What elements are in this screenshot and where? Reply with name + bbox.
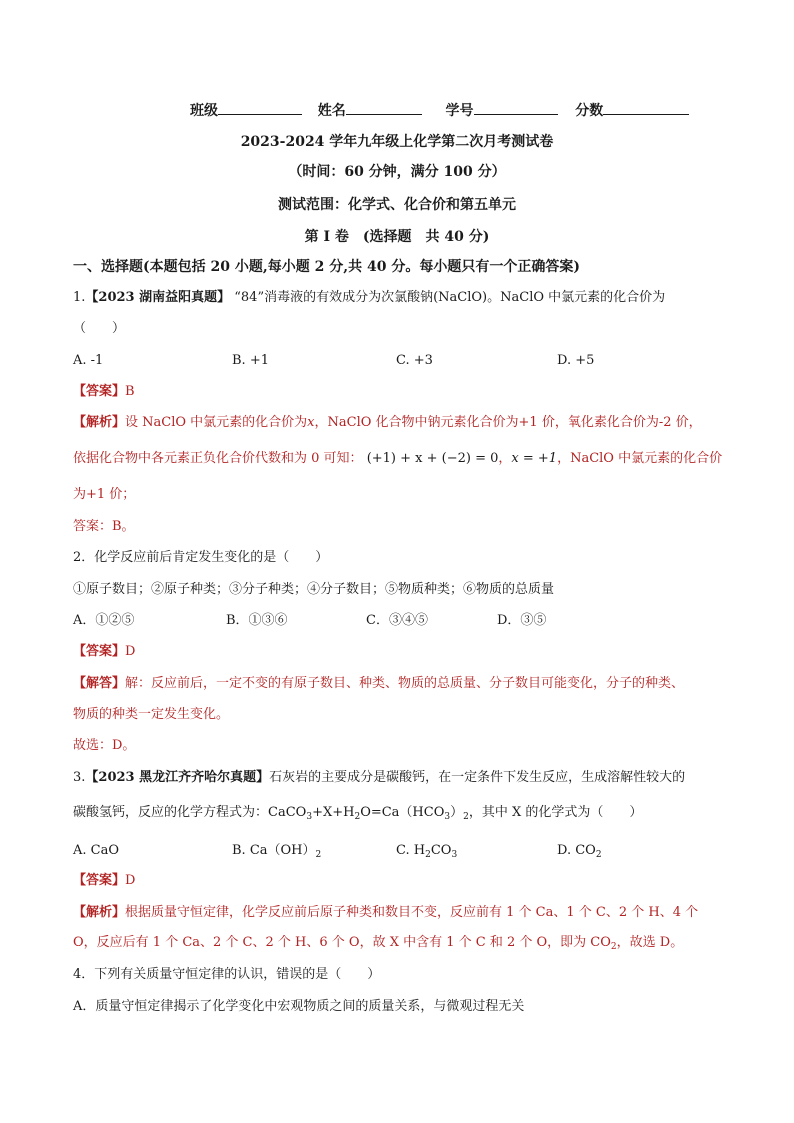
q3-answer <box>73 872 135 890</box>
q3-analysis-line-1 <box>73 904 698 922</box>
answer-value: B <box>125 384 135 399</box>
score-blank <box>603 101 689 115</box>
question-text: 石灰岩的主要成分是碳酸钙，在一定条件下发生反应，生成溶解性较大的 <box>269 770 686 785</box>
q2-option-b: B．①③⑥ <box>226 613 288 628</box>
section-heading: 一、选择题(本题包括 20 小题,每小题 2 分,共 40 分。每小题只有一个正确答案) <box>73 259 580 275</box>
student-id-blank <box>474 101 558 115</box>
exam-scope: 测试范围：化学式、化合价和第五单元 <box>278 197 516 213</box>
question-3-stem-2 <box>73 804 642 822</box>
class-label: 班级 <box>190 103 218 119</box>
analysis-tag: 【解析】 <box>73 905 126 920</box>
question-source: 【2023 湖南益阳真题】 <box>85 290 231 305</box>
analysis-text: 依据化合物中各元素正负化合价代数和为 0 可知： <box>73 451 363 466</box>
equation: (+1) + x + (−2) = 0 <box>366 451 499 466</box>
question-number: 1. <box>73 290 86 305</box>
q4-option-a: A．质量守恒定律揭示了化学变化中宏观物质之间的质量关系，与微观过程无关 <box>73 999 525 1014</box>
q3-option-a: A. CaO <box>73 843 120 858</box>
q2-analysis-line-1 <box>73 675 684 693</box>
exam-time: （时间：60 分钟，满分 100 分） <box>288 164 506 180</box>
question-1-stem <box>73 289 665 307</box>
answer-tag: 【答案】 <box>73 873 126 888</box>
q1-conclusion: 答案：B。 <box>73 519 135 534</box>
question-2-items: ①原子数目；②原子种类；③分子种类；④分子数目；⑤物质种类；⑥物质的总质量 <box>73 582 555 597</box>
q1-analysis-line-2: 依据化合物中各元素正负化合价代数和为 0 可知： (+1) + x + (−2) = 0，x = +1，NaClO 中氯元素的化合价 <box>73 451 723 466</box>
q1-analysis-line-1 <box>73 414 702 432</box>
q2-answer <box>73 643 135 661</box>
equation: x = +1 <box>511 451 558 466</box>
question-text: “84”消毒液的有效成分为次氯酸钠(NaClO)。NaClO 中氯元素的化合价为 <box>234 290 666 305</box>
question-3-stem-1 <box>73 769 685 787</box>
question-text: ，其中 X 的化学式为（ ） <box>468 805 643 820</box>
student-id-label: 学号 <box>445 103 474 119</box>
q1-option-c: C. +3 <box>396 353 433 368</box>
volume-heading: 第 I 卷 (选择题 共 40 分) <box>304 229 490 245</box>
name-blank <box>346 101 422 115</box>
info-fields-row <box>190 101 689 120</box>
q2-option-c: C．③④⑤ <box>366 613 428 628</box>
question-1-paren: （ ） <box>73 321 126 336</box>
analysis-text: ，NaClO 化合物中钠元素化合价为+1 价，氧化素化合价为-2 价， <box>314 415 702 430</box>
q2-analysis-line-2: 物质的种类一定发生变化。 <box>73 707 230 722</box>
q1-option-a: A. -1 <box>73 353 104 368</box>
q1-option-d: D. +5 <box>557 353 595 368</box>
q2-option-a: A．①②⑤ <box>73 613 135 628</box>
q1-option-b: B. +1 <box>232 353 269 368</box>
analysis-text: ，NaClO 中氯元素的化合价 <box>557 451 723 466</box>
q1-answer <box>73 383 135 401</box>
q2-option-d: D．③⑤ <box>497 613 547 628</box>
answer-tag: 【答案】 <box>73 384 126 399</box>
analysis-text: 解：反应前后，一定不变的有原子数目、种类、物质的总质量、分子数目可能变化，分子的种类、 <box>125 676 685 691</box>
answer-value: D <box>125 644 136 659</box>
exam-title: 2023-2024 学年九年级上化学第二次月考测试卷 <box>240 134 554 150</box>
question-text: 碳酸氢钙，反应的化学方程式为： <box>73 805 269 820</box>
answer-value: D <box>125 873 136 888</box>
q1-analysis-line-3: 为+1 价； <box>73 487 136 502</box>
q3-option-b: B. $Ca(OH)_2$ <box>232 843 322 860</box>
q3-option-c: C. $H_2CO_3$ <box>396 843 458 860</box>
question-2-stem: 2．化学反应前后肯定发生变化的是（ ） <box>73 550 329 565</box>
q2-conclusion: 故选：D。 <box>73 738 136 753</box>
analysis-text: 根据质量守恒定律，化学反应前后原子种类和数目不变，反应前有 1 个 Ca、1 个 C、2 个 H、4 个 <box>125 905 699 920</box>
analysis-tag: 【解答】 <box>73 676 126 691</box>
analysis-text: 设 NaClO 中氯元素的化合价为 <box>125 415 308 430</box>
name-label: 姓名 <box>317 103 346 119</box>
q3-option-d: D. $CO_2$ <box>557 843 602 860</box>
chemical-equation: $CaCO_3+X+H_2O=Ca(HCO_3)_2$ <box>268 805 469 822</box>
q3-analysis-line-2: O，反应后有 1 个 Ca、2 个 C、2 个 H、6 个 O，故 X 中含有 1 个 C 和 2 个 O，即为 $CO_2$，故选 D。 <box>73 935 684 952</box>
score-label: 分数 <box>575 103 604 119</box>
question-source: 【2023 黑龙江齐齐哈尔真题】 <box>85 770 270 785</box>
class-blank <box>218 101 302 115</box>
variable-x: x <box>307 415 315 430</box>
analysis-tag: 【解析】 <box>73 415 126 430</box>
question-number: 3. <box>73 770 86 785</box>
answer-tag: 【答案】 <box>73 644 126 659</box>
question-4-stem: 4．下列有关质量守恒定律的认识，错误的是（ ） <box>73 967 381 982</box>
